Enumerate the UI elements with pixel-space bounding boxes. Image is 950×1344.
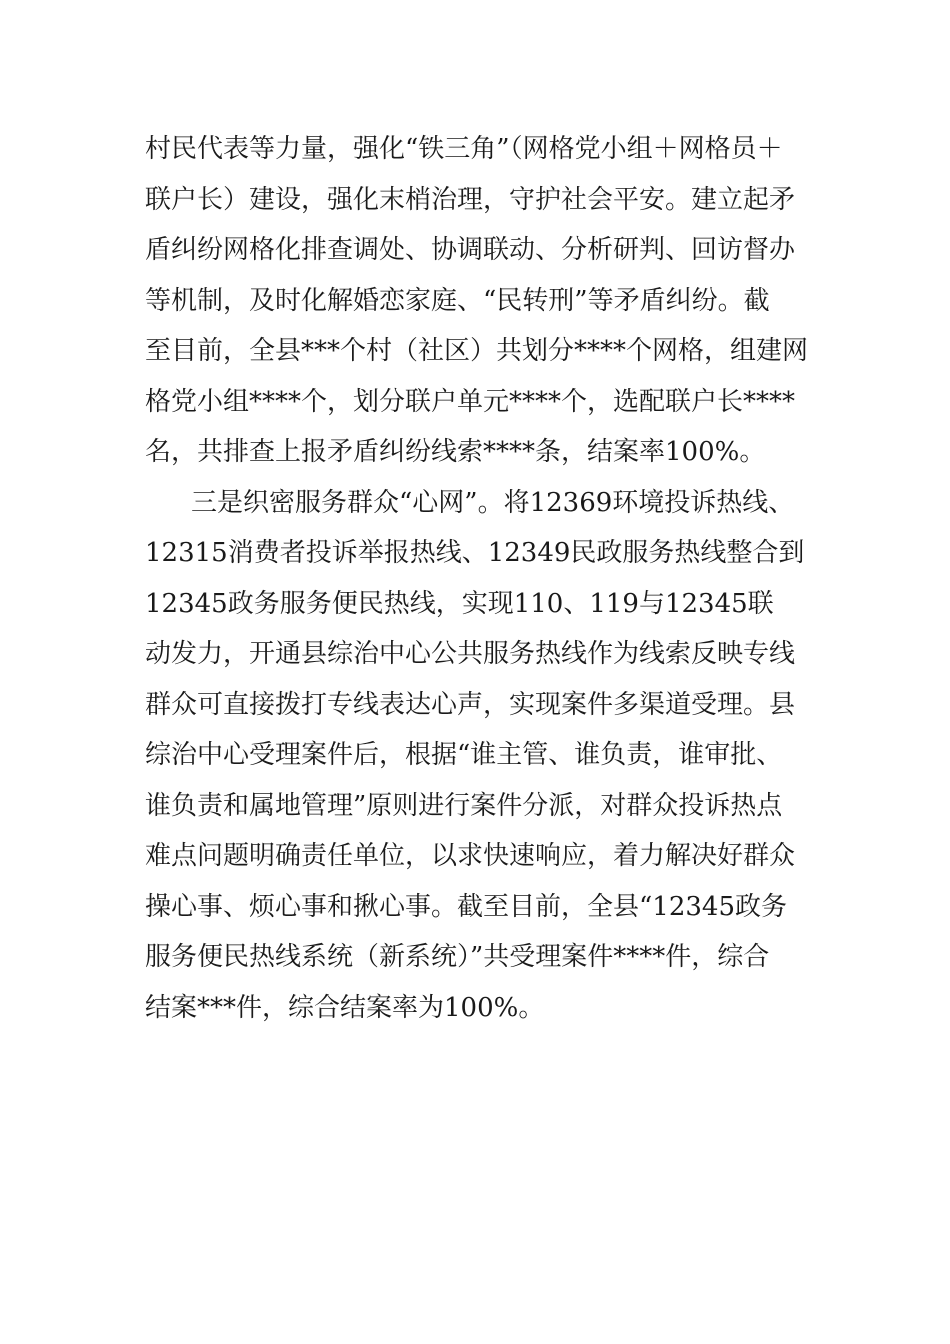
paragraph-line: 结案***件，综合结案率为100%。: [145, 992, 545, 1023]
paragraph-line: 盾纠纷网格化排查调处、协调联动、分析研判、回访督办: [145, 235, 796, 265]
paragraph-line: 名，共排查上报矛盾纠纷线索****条，结案率100%。: [145, 437, 766, 467]
paragraph-line: 操心事、烦心事和揪心事。截至目前，全县“12345政务: [145, 891, 788, 922]
paragraph-line: 动发力，开通县综治中心公共服务热线作为线索反映专线: [145, 639, 796, 669]
paragraph-line: 群众可直接拨打专线表达心声，实现案件多渠道受理。县: [145, 689, 796, 720]
paragraph-line: 至目前，全县***个村（社区）共划分****个网格，组建网: [145, 336, 809, 366]
paragraph-line: 综治中心受理案件后，根据“谁主管、谁负责，谁审批、: [145, 740, 783, 770]
paragraph-line: 12345政务服务便民热线，实现110、119与12345联: [145, 588, 774, 619]
paragraph-line: 12315消费者投诉举报热线、12349民政服务热线整合到: [145, 538, 805, 568]
paragraph-line: 联户长）建设，强化末梢治理，守护社会平安。建立起矛: [145, 184, 796, 215]
paragraph-2: [145, 478, 845, 1034]
document-body: [145, 124, 845, 1033]
paragraph-line: 格党小组****个，划分联户单元****个，选配联户长****: [145, 386, 796, 417]
paragraph-1: [145, 124, 845, 478]
paragraph-line: 三是织密服务群众“心网”。将12369环境投诉热线、: [191, 487, 795, 518]
paragraph-line: 难点问题明确责任单位，以求快速响应，着力解决好群众: [145, 841, 796, 871]
paragraph-line: 等机制，及时化解婚恋家庭、“民转刑”等矛盾纠纷。截: [145, 285, 770, 316]
paragraph-line: 谁负责和属地管理”原则进行案件分派，对群众投诉热点: [145, 790, 783, 821]
paragraph-line: 服务便民热线系统（新系统）”共受理案件****件，综合: [145, 942, 770, 972]
paragraph-line: 村民代表等力量，强化“铁三角”（网格党小组＋网格员＋: [145, 134, 783, 164]
